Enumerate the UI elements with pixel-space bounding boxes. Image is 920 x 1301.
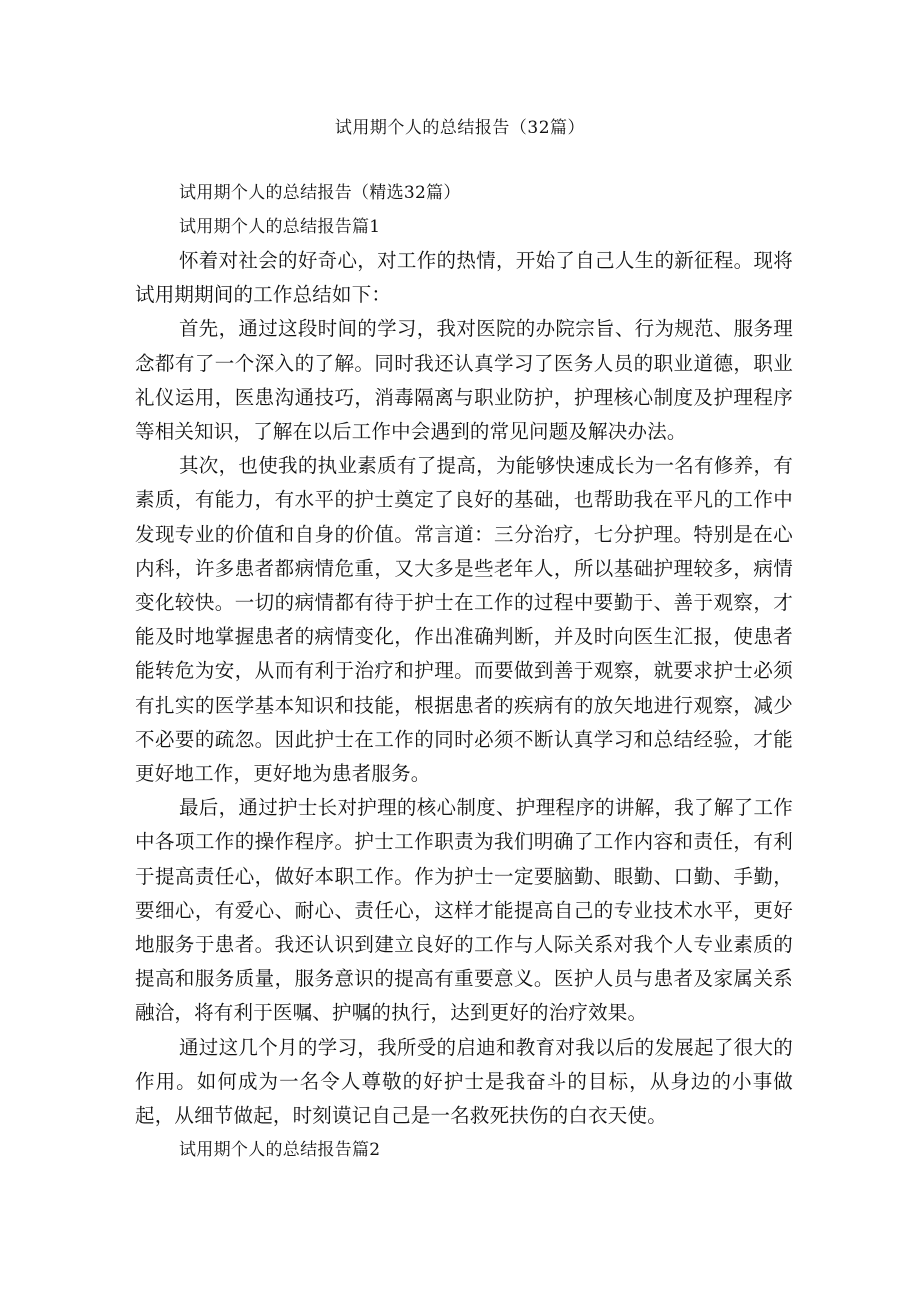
document-body (135, 176, 793, 1167)
paragraph-second: 其次，也使我的执业素质有了提高，为能够快速成长为一名有修养，有素质，有能力，有水平的护士奠定了良好的基础，也帮助我在平凡的工作中发现专业的价值和自身的价值。常言道：三分治疗，七分护理。特别是在心内科，许多患者都病情危重，又大多是些老年人，所以基础护理较多，病情变化较快。一切的病情都有待于护士在工作的过程中要勤于、善于观察，才能及时地掌握患者的病情变化，作出准确判断，并及时向医生汇报，使患者能转危为安，从而有利于治疗和护理。而要做到善于观察，就要求护士必须有扎实的医学基本知识和技能，根据患者的疾病有的放矢地进行观察，减少不必要的疏忽。因此护士在工作的同时必须不断认真学习和总结经验，才能更好地工作，更好地为患者服务。 (135, 454, 793, 786)
section-heading-2: 试用期个人的总结报告篇2 (179, 1140, 381, 1161)
paragraph-last: 最后，通过护士长对护理的核心制度、护理程序的讲解，我了解了工作中各项工作的操作程序。护士工作职责为我们明确了工作内容和责任，有利于提高责任心，做好本职工作。作为护士一定要脑勤、眼勤、口勤、手勤，要细心，有爱心、耐心、责任心，这样才能提高自己的专业技术水平，更好地服务于患者。我还认识到建立良好的工作与人际关系对我个人专业素质的提高和服务质量，服务意识的提高有重要意义。医护人员与患者及家属关系融洽，将有利于医嘱、护嘱的执行，达到更好的治疗效果。 (135, 796, 793, 1025)
document-title: 试用期个人的总结报告（32篇） (334, 118, 586, 138)
document-subtitle: 试用期个人的总结报告（精选32篇） (179, 183, 461, 203)
paragraph-intro: 怀着对社会的好奇心，对工作的热情，开始了自己人生的新征程。现将试用期期间的工作总结如下： (135, 249, 793, 307)
section-heading-1: 试用期个人的总结报告篇1 (179, 217, 381, 237)
paragraph-first: 首先，通过这段时间的学习，我对医院的办院宗旨、行为规范、服务理念都有了一个深入的了解。同时我还认真学习了医务人员的职业道德，职业礼仪运用，医患沟通技巧，消毒隔离与职业防护，护理核心制度及护理程序等相关知识，了解在以后工作中会遇到的常见问题及解决办法。 (135, 317, 793, 444)
paragraph-conclusion: 通过这几个月的学习，我所受的启迪和教育对我以后的发展起了很大的作用。如何成为一名令人尊敬的好护士是我奋斗的目标，从身边的小事做起，从细节做起，时刻谟记自己是一名救死扶伤的白衣天使。 (135, 1035, 793, 1128)
